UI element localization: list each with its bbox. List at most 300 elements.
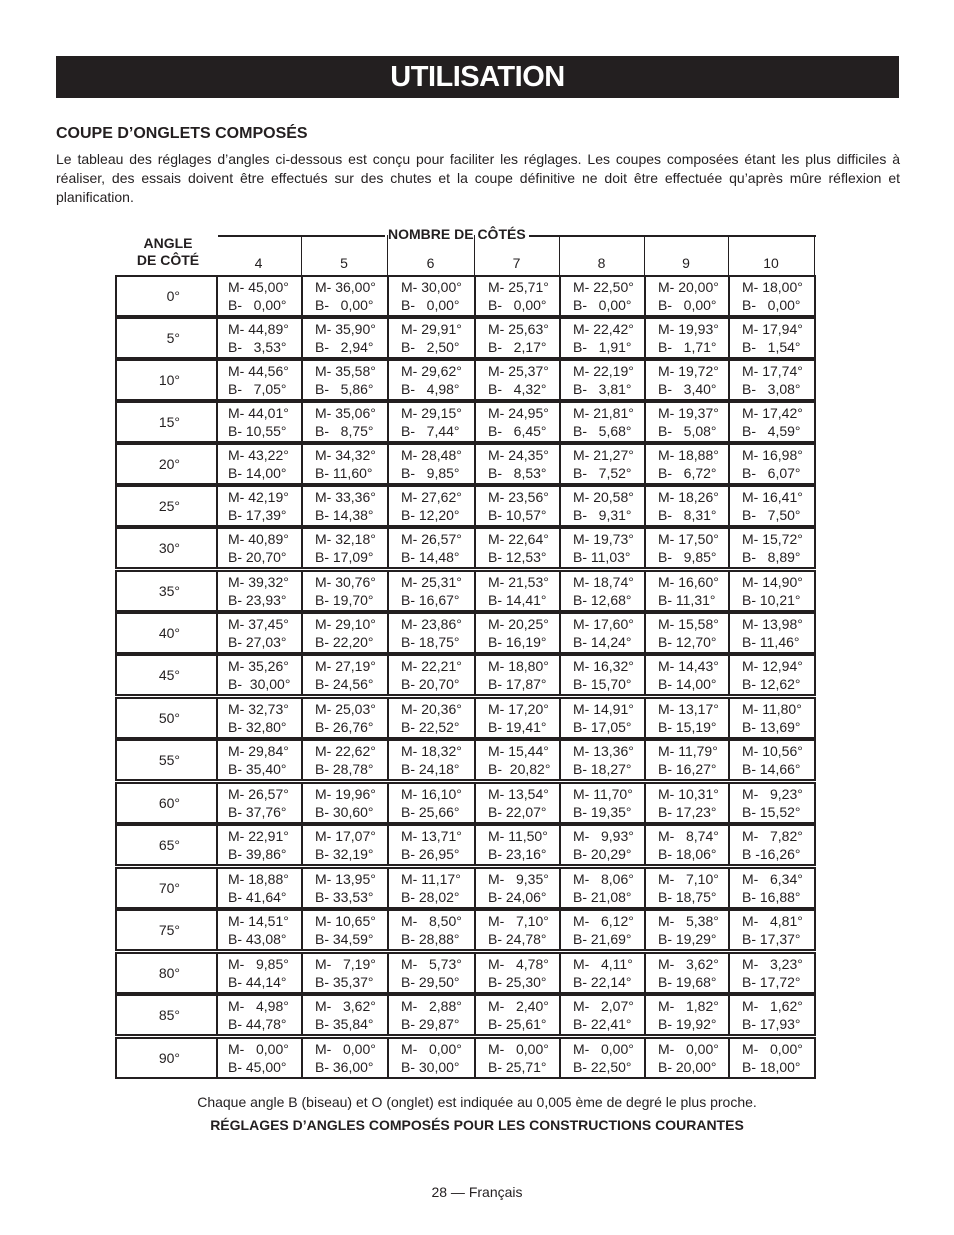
setting-cell (474, 699, 559, 737)
angle-cell (117, 361, 218, 399)
bevel-value: B- 24,56° (315, 676, 374, 692)
bevel-value: B- 30,00° (401, 1059, 460, 1075)
table-row (115, 317, 816, 359)
bevel-value: B- 20,70° (228, 549, 287, 565)
angle-cell (117, 319, 218, 357)
setting-cell (728, 699, 814, 737)
setting-cell (644, 277, 728, 315)
miter-value: M- 17,42° (742, 405, 803, 421)
miter-value: M- 18,26° (658, 489, 719, 505)
angle-value: 55° (158, 752, 180, 768)
bevel-value: B- 35,37° (315, 974, 374, 990)
bevel-value: B- 18,75° (658, 889, 717, 905)
miter-value: M- 22,19° (573, 363, 634, 379)
angle-header-line-1: ANGLE (143, 235, 193, 251)
setting-cell (216, 445, 301, 483)
setting-cell (559, 656, 644, 694)
bevel-value: B- 3,40° (658, 381, 717, 397)
miter-value: M- 29,84° (228, 743, 289, 759)
setting-cell (387, 911, 474, 949)
setting-cell (216, 529, 301, 567)
bevel-value: B- 39,86° (228, 846, 287, 862)
miter-value: M- 8,50° (401, 913, 462, 929)
miter-value: M- 7,82° (742, 828, 803, 844)
bevel-value: B- 1,54° (742, 339, 801, 355)
page-title: UTILISATION (390, 61, 565, 93)
miter-value: M- 25,03° (315, 701, 376, 717)
setting-cell (728, 996, 814, 1034)
bevel-value: B- 6,45° (488, 423, 547, 439)
setting-cell (474, 614, 559, 652)
angle-cell (117, 487, 218, 525)
miter-value: M- 35,58° (315, 363, 376, 379)
setting-cell (387, 1039, 474, 1077)
setting-cell (216, 699, 301, 737)
setting-cell (301, 487, 387, 525)
miter-value: M- 22,91° (228, 828, 289, 844)
miter-value: M- 4,81° (742, 913, 803, 929)
setting-cell (474, 954, 559, 992)
setting-cell (216, 572, 301, 610)
miter-value: M- 16,98° (742, 447, 803, 463)
setting-cell (301, 319, 387, 357)
bevel-value: B- 12,53° (488, 549, 547, 565)
bevel-value: B- 6,72° (658, 465, 717, 481)
setting-cell (644, 361, 728, 399)
bevel-value: B- 6,07° (742, 465, 801, 481)
bevel-value: B- 18,06° (658, 846, 717, 862)
setting-cell (474, 487, 559, 525)
setting-cell (474, 996, 559, 1034)
miter-value: M- 21,53° (488, 574, 549, 590)
table-row (115, 612, 816, 654)
bevel-value: B- 19,68° (658, 974, 717, 990)
bevel-value: B- 24,06° (488, 889, 547, 905)
bevel-value: B- 8,89° (742, 549, 801, 565)
setting-cell (559, 403, 644, 441)
setting-cell (728, 1039, 814, 1077)
miter-value: M- 11,17° (401, 871, 461, 887)
angle-value: 40° (158, 625, 180, 641)
bevel-value: B- 14,66° (742, 761, 801, 777)
miter-value: M- 15,72° (742, 531, 803, 547)
miter-value: M- 6,12° (573, 913, 634, 929)
angle-value: 75° (158, 922, 180, 938)
table-row (115, 697, 816, 739)
bevel-value: B- 17,37° (742, 931, 801, 947)
miter-value: M- 13,71° (401, 828, 462, 844)
miter-value: M- 10,31° (658, 786, 719, 802)
setting-cell (559, 487, 644, 525)
bevel-value: B- 2,94° (315, 339, 374, 355)
sides-header-5: 8 (597, 255, 606, 271)
bevel-value: B- 16,88° (742, 889, 801, 905)
bevel-value: B- 12,62° (742, 676, 801, 692)
miter-value: M- 20,36° (401, 701, 462, 717)
bevel-value: B- 12,68° (573, 592, 632, 608)
miter-value: M- 45,00° (228, 279, 289, 295)
angle-value: 35° (158, 583, 180, 599)
miter-value: M- 22,21° (401, 658, 462, 674)
bevel-value: B- 43,08° (228, 931, 287, 947)
miter-value: M- 35,90° (315, 321, 376, 337)
setting-cell (387, 614, 474, 652)
bevel-value: B- 3,08° (742, 381, 801, 397)
setting-cell (216, 954, 301, 992)
bevel-value: B- 27,03° (228, 634, 287, 650)
miter-value: M- 15,44° (488, 743, 549, 759)
bevel-value: B- 10,21° (742, 592, 801, 608)
miter-value: M- 17,50° (658, 531, 719, 547)
bevel-value: B- 26,95° (401, 846, 460, 862)
miter-value: M- 25,31° (401, 574, 462, 590)
sides-header-2: 5 (340, 255, 348, 271)
miter-value: M- 14,51° (228, 913, 289, 929)
miter-value: M- 21,27° (573, 447, 634, 463)
setting-cell (644, 656, 728, 694)
setting-cell (387, 361, 474, 399)
setting-cell (474, 741, 559, 779)
setting-cell (474, 784, 559, 822)
setting-cell (301, 572, 387, 610)
table-row (115, 401, 816, 443)
setting-cell (559, 954, 644, 992)
setting-cell (387, 529, 474, 567)
setting-cell (728, 869, 814, 907)
miter-value: M- 26,57° (401, 531, 462, 547)
setting-cell (216, 487, 301, 525)
bevel-value: B- 14,48° (401, 549, 460, 565)
bevel-value: B- 35,84° (315, 1016, 374, 1032)
angle-value: 30° (158, 540, 180, 556)
miter-value: M- 18,88° (228, 871, 289, 887)
bevel-value: B- 11,60° (315, 465, 373, 481)
miter-value: M- 20,25° (488, 616, 549, 632)
miter-value: M- 22,50° (573, 279, 634, 295)
setting-cell (474, 403, 559, 441)
angle-value: 20° (158, 456, 180, 472)
miter-value: M- 9,35° (488, 871, 549, 887)
bevel-value: B- 10,57° (488, 507, 547, 523)
setting-cell (387, 656, 474, 694)
setting-cell (559, 572, 644, 610)
miter-value: M- 19,73° (573, 531, 634, 547)
bevel-value: B- 18,75° (401, 634, 460, 650)
miter-value: M- 14,43° (658, 658, 719, 674)
bevel-value: B- 23,16° (488, 846, 547, 862)
miter-value: M- 26,57° (228, 786, 289, 802)
bevel-value: B- 19,29° (658, 931, 717, 947)
bevel-value: B- 28,88° (401, 931, 460, 947)
setting-cell (728, 319, 814, 357)
bevel-value: B- 17,39° (228, 507, 287, 523)
miter-value: M- 37,45° (228, 616, 289, 632)
angle-value: 80° (158, 965, 180, 981)
miter-value: M- 19,37° (658, 405, 719, 421)
miter-value: M- 44,89° (228, 321, 289, 337)
bevel-value: B- 13,69° (742, 719, 801, 735)
miter-value: M- 32,18° (315, 531, 376, 547)
miter-value: M- 28,48° (401, 447, 462, 463)
setting-cell (301, 614, 387, 652)
setting-cell (216, 826, 301, 864)
bevel-value: B- 28,78° (315, 761, 374, 777)
setting-cell (728, 911, 814, 949)
bevel-value: B- 2,50° (401, 339, 460, 355)
miter-value: M- 4,11° (573, 956, 633, 972)
miter-value: M- 0,00° (228, 1041, 289, 1057)
setting-cell (474, 277, 559, 315)
miter-value: M- 13,17° (658, 701, 719, 717)
setting-cell (387, 319, 474, 357)
miter-value: M- 35,06° (315, 405, 376, 421)
setting-cell (728, 572, 814, 610)
setting-cell (216, 403, 301, 441)
bevel-value: B- 3,81° (573, 381, 632, 397)
miter-value: M- 32,73° (228, 701, 289, 717)
bevel-value: B- 0,00° (401, 297, 460, 313)
bevel-value: B- 14,24° (573, 634, 632, 650)
sides-header-7: 10 (763, 255, 779, 271)
setting-cell (474, 911, 559, 949)
setting-cell (559, 741, 644, 779)
bevel-value: B- 17,87° (488, 676, 547, 692)
setting-cell (644, 741, 728, 779)
miter-value: M- 2,88° (401, 998, 462, 1014)
bevel-value: B- 19,35° (573, 804, 632, 820)
bevel-value: B- 14,38° (315, 507, 374, 523)
bevel-value: B- 5,68° (573, 423, 632, 439)
miter-value: M- 1,82° (658, 998, 719, 1014)
miter-value: M- 25,71° (488, 279, 549, 295)
miter-value: M- 16,41° (742, 489, 803, 505)
table-row (115, 527, 816, 569)
setting-cell (387, 741, 474, 779)
bevel-value: B- 24,78° (488, 931, 547, 947)
table-row (115, 994, 816, 1036)
miter-value: M- 17,20° (488, 701, 549, 717)
bevel-value: B- 9,85° (401, 465, 460, 481)
miter-value: M- 33,36° (315, 489, 376, 505)
miter-value: M- 6,34° (742, 871, 803, 887)
bevel-value: B- 16,67° (401, 592, 460, 608)
bevel-value: B- 19,41° (488, 719, 547, 735)
angle-cell (117, 954, 218, 992)
miter-value: M- 0,00° (315, 1041, 376, 1057)
miter-value: M- 24,95° (488, 405, 549, 421)
miter-value: M- 3,62° (658, 956, 719, 972)
table-row (115, 443, 816, 485)
table-row (115, 275, 816, 317)
miter-value: M- 22,62° (315, 743, 376, 759)
setting-cell (387, 699, 474, 737)
bevel-value: B- 0,00° (315, 297, 374, 313)
miter-value: M- 44,01° (228, 405, 289, 421)
table-row (115, 782, 816, 824)
miter-value: M- 24,35° (488, 447, 549, 463)
setting-cell (474, 319, 559, 357)
setting-cell (301, 954, 387, 992)
table-row (115, 654, 816, 696)
miter-value: M- 19,96° (315, 786, 376, 802)
miter-value: M- 10,56° (742, 743, 803, 759)
table-caption: RÉGLAGES D’ANGLES COMPOSÉS POUR LES CONSTRUCTIONS COURANTES (210, 1117, 744, 1133)
setting-cell (387, 826, 474, 864)
setting-cell (728, 954, 814, 992)
setting-cell (728, 614, 814, 652)
miter-value: M- 0,00° (742, 1041, 803, 1057)
setting-cell (301, 403, 387, 441)
miter-value: M- 2,40° (488, 998, 549, 1014)
bevel-value: B- 12,20° (401, 507, 460, 523)
setting-cell (644, 1039, 728, 1077)
setting-cell (474, 445, 559, 483)
miter-value: M- 13,95° (315, 871, 376, 887)
setting-cell (387, 572, 474, 610)
setting-cell (474, 1039, 559, 1077)
miter-value: M- 18,88° (658, 447, 719, 463)
miter-value: M- 17,07° (315, 828, 376, 844)
setting-cell (387, 277, 474, 315)
bevel-value: B- 19,92° (658, 1016, 717, 1032)
bevel-value: B- 0,00° (742, 297, 801, 313)
setting-cell (474, 656, 559, 694)
miter-value: M- 25,37° (488, 363, 549, 379)
miter-value: M- 17,94° (742, 321, 803, 337)
setting-cell (644, 319, 728, 357)
sides-header-3: 6 (426, 255, 435, 271)
bevel-value: B- 8,31° (658, 507, 717, 523)
bevel-value: B- 7,50° (742, 507, 801, 523)
bevel-value: B- 22,50° (573, 1059, 632, 1075)
miter-value: M- 20,58° (573, 489, 634, 505)
angle-value: 10° (158, 372, 180, 388)
bevel-value: B- 8,75° (315, 423, 374, 439)
setting-cell (216, 784, 301, 822)
bevel-value: B- 4,98° (401, 381, 460, 397)
miter-value: M- 19,72° (658, 363, 719, 379)
miter-value: M- 18,32° (401, 743, 462, 759)
setting-cell (559, 277, 644, 315)
setting-cell (728, 277, 814, 315)
bevel-value: B- 35,40° (228, 761, 287, 777)
angle-cell (117, 277, 218, 315)
setting-cell (644, 572, 728, 610)
angle-header-line-2: DE CÔTÉ (136, 252, 200, 268)
miter-value: M- 14,90° (742, 574, 803, 590)
bevel-value: B- 20,70° (401, 676, 460, 692)
miter-value: M- 27,62° (401, 489, 462, 505)
setting-cell (387, 403, 474, 441)
bevel-value: B- 5,08° (658, 423, 717, 439)
sides-header-6: 9 (682, 255, 690, 271)
bevel-value: B- 19,70° (315, 592, 374, 608)
setting-cell (728, 403, 814, 441)
table-row (115, 867, 816, 909)
bevel-value: B- 7,52° (573, 465, 632, 481)
setting-cell (644, 784, 728, 822)
bevel-value: B- 14,00° (228, 465, 287, 481)
table-row (115, 485, 816, 527)
bevel-value: B- 8,53° (488, 465, 547, 481)
miter-value: M- 14,91° (573, 701, 634, 717)
setting-cell (216, 869, 301, 907)
angle-value: 45° (158, 667, 180, 683)
setting-cell (216, 911, 301, 949)
bevel-value: B- 21,69° (573, 931, 632, 947)
bevel-value: B- 0,00° (658, 297, 717, 313)
bevel-value: B- 29,87° (401, 1016, 460, 1032)
setting-cell (644, 445, 728, 483)
setting-cell (216, 361, 301, 399)
miter-value: M- 7,19° (315, 956, 376, 972)
miter-value: M- 23,56° (488, 489, 549, 505)
setting-cell (728, 529, 814, 567)
setting-cell (559, 361, 644, 399)
table-row (115, 952, 816, 994)
bevel-value: B- 25,30° (488, 974, 547, 990)
miter-value: M- 1,62° (742, 998, 803, 1014)
miter-value: M- 10,65° (315, 913, 376, 929)
angle-cell (117, 826, 218, 864)
sides-group-header: NOMBRE DE CÔTÉS (385, 226, 529, 242)
miter-value: M- 4,98° (228, 998, 289, 1014)
miter-value: M- 0,00° (658, 1041, 719, 1057)
bevel-value: B- 0,00° (573, 297, 632, 313)
setting-cell (644, 614, 728, 652)
miter-value: M- 20,00° (658, 279, 719, 295)
miter-value: M- 18,80° (488, 658, 549, 674)
sides-header-4: 7 (512, 255, 521, 271)
bevel-value: B- 25,66° (401, 804, 460, 820)
setting-cell (216, 741, 301, 779)
miter-value: M- 12,94° (742, 658, 803, 674)
setting-cell (474, 361, 559, 399)
table-row (115, 909, 816, 951)
setting-cell (301, 529, 387, 567)
compound-miter-table (115, 226, 816, 1080)
miter-value: M- 5,38° (658, 913, 719, 929)
setting-cell (644, 699, 728, 737)
setting-cell (216, 319, 301, 357)
bevel-value: B- 15,70° (573, 676, 632, 692)
bevel-value: B- 11,46° (742, 634, 800, 650)
bevel-value: B- 34,59° (315, 931, 374, 947)
angle-value: 70° (158, 880, 180, 896)
setting-cell (644, 869, 728, 907)
setting-cell (559, 699, 644, 737)
bevel-value: B- 29,50° (401, 974, 460, 990)
setting-cell (644, 826, 728, 864)
angle-cell (117, 784, 218, 822)
bevel-value: B- 20,00° (658, 1059, 717, 1075)
setting-cell (216, 1039, 301, 1077)
miter-value: M- 29,62° (401, 363, 462, 379)
setting-cell (216, 277, 301, 315)
angle-value: 85° (158, 1007, 180, 1023)
bevel-value: B- 1,91° (573, 339, 632, 355)
miter-value: M- 29,91° (401, 321, 462, 337)
setting-cell (301, 445, 387, 483)
angle-value: 0° (166, 288, 180, 304)
miter-value: M- 39,32° (228, 574, 289, 590)
bevel-value: B- 4,59° (742, 423, 801, 439)
miter-value: M- 11,79° (658, 743, 718, 759)
bevel-value: B- 5,86° (315, 381, 374, 397)
angle-cell (117, 403, 218, 441)
miter-value: M- 0,00° (573, 1041, 634, 1057)
bevel-value: B- 16,27° (658, 761, 717, 777)
